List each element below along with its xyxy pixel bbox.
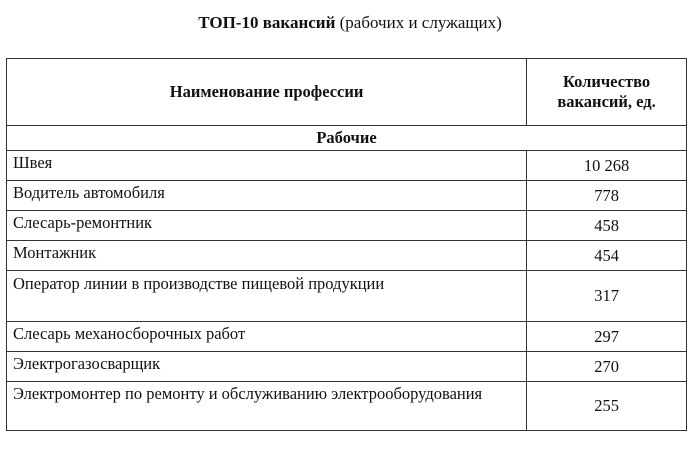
- vacancy-count: 454: [527, 241, 687, 271]
- profession-name: Слесарь механосборочных работ: [7, 322, 527, 352]
- table-row: [7, 322, 687, 352]
- header-count: Количество вакансий, ед.: [527, 59, 687, 126]
- vacancy-count: 255: [527, 382, 687, 431]
- table-row: [7, 181, 687, 211]
- section-label: Рабочие: [7, 126, 687, 151]
- vacancies-table: [6, 58, 687, 431]
- profession-name: Электрогазосварщик: [7, 352, 527, 382]
- vacancy-count: 317: [527, 271, 687, 322]
- section-row: [7, 126, 687, 151]
- table-row: [7, 241, 687, 271]
- profession-name: Монтажник: [7, 241, 527, 271]
- profession-name: Электромонтер по ремонту и обслуживанию электрооборудования: [7, 382, 527, 431]
- title-main: ТОП-10 вакансий: [198, 13, 336, 32]
- profession-name: Слесарь-ремонтник: [7, 211, 527, 241]
- vacancy-count: 458: [527, 211, 687, 241]
- vacancy-count: 270: [527, 352, 687, 382]
- title-subtitle: (рабочих и служащих): [335, 13, 502, 32]
- table-row: [7, 151, 687, 181]
- profession-name: Швея: [7, 151, 527, 181]
- profession-name: Водитель автомобиля: [7, 181, 527, 211]
- vacancy-count: 10 268: [527, 151, 687, 181]
- table-row: [7, 382, 687, 431]
- profession-name: Оператор линии в производстве пищевой продукции: [7, 271, 527, 322]
- table-header-row: [7, 59, 687, 126]
- vacancy-count: 778: [527, 181, 687, 211]
- header-profession: Наименование профессии: [7, 59, 527, 126]
- table-row: [7, 211, 687, 241]
- table-row: [7, 352, 687, 382]
- table-row: [7, 271, 687, 322]
- document-title: [0, 12, 700, 34]
- vacancy-count: 297: [527, 322, 687, 352]
